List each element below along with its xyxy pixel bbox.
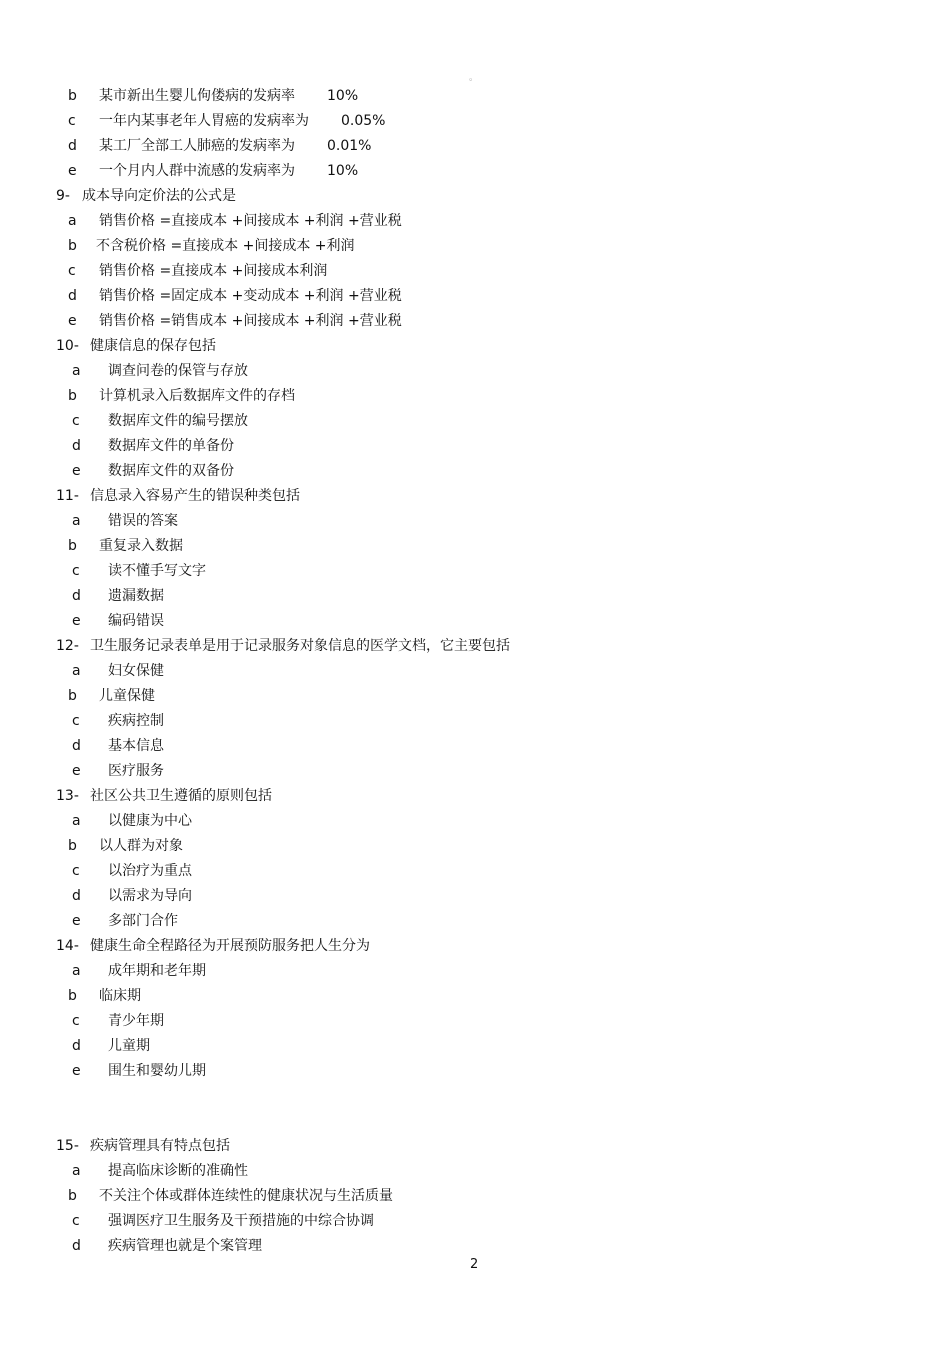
question-line [56, 184, 236, 209]
option-value: 10% [327, 163, 359, 179]
option-line [0, 1234, 950, 1259]
option-key: c [72, 563, 80, 579]
option-text: 不含税价格 =直接成本 +间接成本 +利润 [96, 238, 355, 254]
question-number: 15- [56, 1138, 79, 1154]
option-line [0, 1009, 950, 1034]
option-line [0, 684, 950, 709]
option-text: 一年内某事老年人胃癌的发病率为 [99, 113, 309, 129]
question-text: 疾病管理具有特点包括 [90, 1138, 230, 1154]
option-line [0, 134, 950, 159]
option-line [0, 234, 950, 259]
question-number: 12- [56, 638, 79, 654]
option-line [0, 409, 950, 434]
option-text: 遗漏数据 [108, 588, 164, 604]
question-text: 信息录入容易产生的错误种类包括 [90, 488, 300, 504]
option-text: 基本信息 [108, 738, 164, 754]
option-text: 销售价格 =销售成本 +间接成本 +利润 +营业税 [99, 313, 402, 329]
option-text: 临床期 [99, 988, 141, 1004]
option-text: 重复录入数据 [99, 538, 183, 554]
option-key: a [72, 363, 81, 379]
option-text: 错误的答案 [108, 513, 178, 529]
question-line [56, 334, 216, 359]
option-key: c [72, 413, 80, 429]
option-line [0, 384, 950, 409]
question-number: 10- [56, 338, 79, 354]
option-line [0, 659, 950, 684]
option-key: c [68, 113, 76, 129]
option-key: c [72, 863, 80, 879]
option-text: 以治疗为重点 [108, 863, 192, 879]
option-text: 儿童期 [108, 1038, 150, 1054]
option-key: d [68, 138, 77, 154]
question-text: 社区公共卫生遵循的原则包括 [90, 788, 272, 804]
option-line [0, 209, 950, 234]
option-key: b [68, 838, 77, 854]
option-line [0, 834, 950, 859]
option-line [0, 759, 950, 784]
option-key: a [68, 213, 77, 229]
option-line [0, 609, 950, 634]
option-text: 疾病控制 [108, 713, 164, 729]
option-line [0, 984, 950, 1009]
option-key: c [72, 1213, 80, 1229]
option-text: 某工厂全部工人肺癌的发病率为 [99, 138, 295, 154]
option-line [0, 159, 950, 184]
question-line [56, 634, 510, 659]
option-key: a [72, 513, 81, 529]
option-text: 提高临床诊断的准确性 [108, 1163, 248, 1179]
option-line [0, 959, 950, 984]
option-line [0, 534, 950, 559]
option-text: 某市新出生婴儿佝偻病的发病率 [99, 88, 295, 104]
option-key: a [72, 963, 81, 979]
option-text: 妇女保健 [108, 663, 164, 679]
question-line [56, 1134, 230, 1159]
option-key: b [68, 238, 77, 254]
question-line [56, 934, 370, 959]
option-text: 青少年期 [108, 1013, 164, 1029]
option-line [0, 1209, 950, 1234]
option-line [0, 109, 950, 134]
option-key: c [72, 713, 80, 729]
option-line [0, 509, 950, 534]
option-text: 围生和婴幼儿期 [108, 1063, 206, 1079]
option-text: 数据库文件的编号摆放 [108, 413, 248, 429]
option-text: 强调医疗卫生服务及干预措施的中综合协调 [108, 1213, 374, 1229]
option-text: 调查问卷的保管与存放 [108, 363, 248, 379]
option-line [0, 909, 950, 934]
option-text: 成年期和老年期 [108, 963, 206, 979]
option-key: b [68, 688, 77, 704]
option-text: 多部门合作 [108, 913, 178, 929]
option-text: 数据库文件的双备份 [108, 463, 234, 479]
option-text: 编码错误 [108, 613, 164, 629]
question-text: 成本导向定价法的公式是 [82, 188, 236, 204]
option-text: 数据库文件的单备份 [108, 438, 234, 454]
option-key: e [72, 463, 81, 479]
option-key: e [72, 763, 81, 779]
option-key: e [72, 613, 81, 629]
option-key: e [72, 913, 81, 929]
option-key: d [72, 888, 81, 904]
option-key: b [68, 388, 77, 404]
option-key: e [68, 163, 77, 179]
option-line [0, 809, 950, 834]
option-key: d [72, 438, 81, 454]
option-text: 销售价格 =直接成本 +间接成本利润 [99, 263, 328, 279]
option-key: c [72, 1013, 80, 1029]
option-text: 以健康为中心 [108, 813, 192, 829]
option-text: 以人群为对象 [99, 838, 183, 854]
option-key: b [68, 1188, 77, 1204]
option-key: d [72, 1038, 81, 1054]
option-key: b [68, 988, 77, 1004]
question-number: 14- [56, 938, 79, 954]
option-text: 儿童保健 [99, 688, 155, 704]
question-number: 13- [56, 788, 79, 804]
option-line [0, 259, 950, 284]
option-text: 读不懂手写文字 [108, 563, 206, 579]
option-text: 以需求为导向 [108, 888, 192, 904]
option-line [0, 284, 950, 309]
option-key: d [72, 1238, 81, 1254]
option-line [0, 859, 950, 884]
option-line [0, 1034, 950, 1059]
option-text: 销售价格 =固定成本 +变动成本 +利润 +营业税 [99, 288, 402, 304]
option-key: c [68, 263, 76, 279]
option-key: a [72, 813, 81, 829]
option-key: e [72, 1063, 81, 1079]
option-line [0, 84, 950, 109]
header-mark: 。 [469, 73, 479, 83]
option-line [0, 734, 950, 759]
option-key: a [72, 663, 81, 679]
question-text: 健康生命全程路径为开展预防服务把人生分为 [90, 938, 370, 954]
option-text: 一个月内人群中流感的发病率为 [99, 163, 295, 179]
option-line [0, 884, 950, 909]
option-value: 10% [327, 88, 359, 104]
question-text: 卫生服务记录表单是用于记录服务对象信息的医学文档，它主要包括 [90, 638, 510, 654]
option-value: 0.05% [341, 113, 386, 129]
option-text: 疾病管理也就是个案管理 [108, 1238, 262, 1254]
option-key: b [68, 538, 77, 554]
option-key: d [72, 588, 81, 604]
option-text: 医疗服务 [108, 763, 164, 779]
option-key: e [68, 313, 77, 329]
question-number: 11- [56, 488, 79, 504]
option-line [0, 459, 950, 484]
option-text: 不关注个体或群体连续性的健康状况与生活质量 [99, 1188, 393, 1204]
option-line [0, 309, 950, 334]
option-text: 计算机录入后数据库文件的存档 [99, 388, 295, 404]
option-line [0, 1059, 950, 1084]
option-value: 0.01% [327, 138, 372, 154]
option-line [0, 559, 950, 584]
option-line [0, 359, 950, 384]
option-text: 销售价格 =直接成本 +间接成本 +利润 +营业税 [99, 213, 402, 229]
option-line [0, 1159, 950, 1184]
question-line [56, 784, 272, 809]
option-key: d [72, 738, 81, 754]
option-line [0, 1184, 950, 1209]
option-key: a [72, 1163, 81, 1179]
question-number: 9- [56, 188, 70, 204]
question-line [56, 484, 300, 509]
option-line [0, 434, 950, 459]
page-number: 2 [470, 1257, 479, 1272]
option-line [0, 584, 950, 609]
option-key: d [68, 288, 77, 304]
option-key: b [68, 88, 77, 104]
question-text: 健康信息的保存包括 [90, 338, 216, 354]
option-line [0, 709, 950, 734]
